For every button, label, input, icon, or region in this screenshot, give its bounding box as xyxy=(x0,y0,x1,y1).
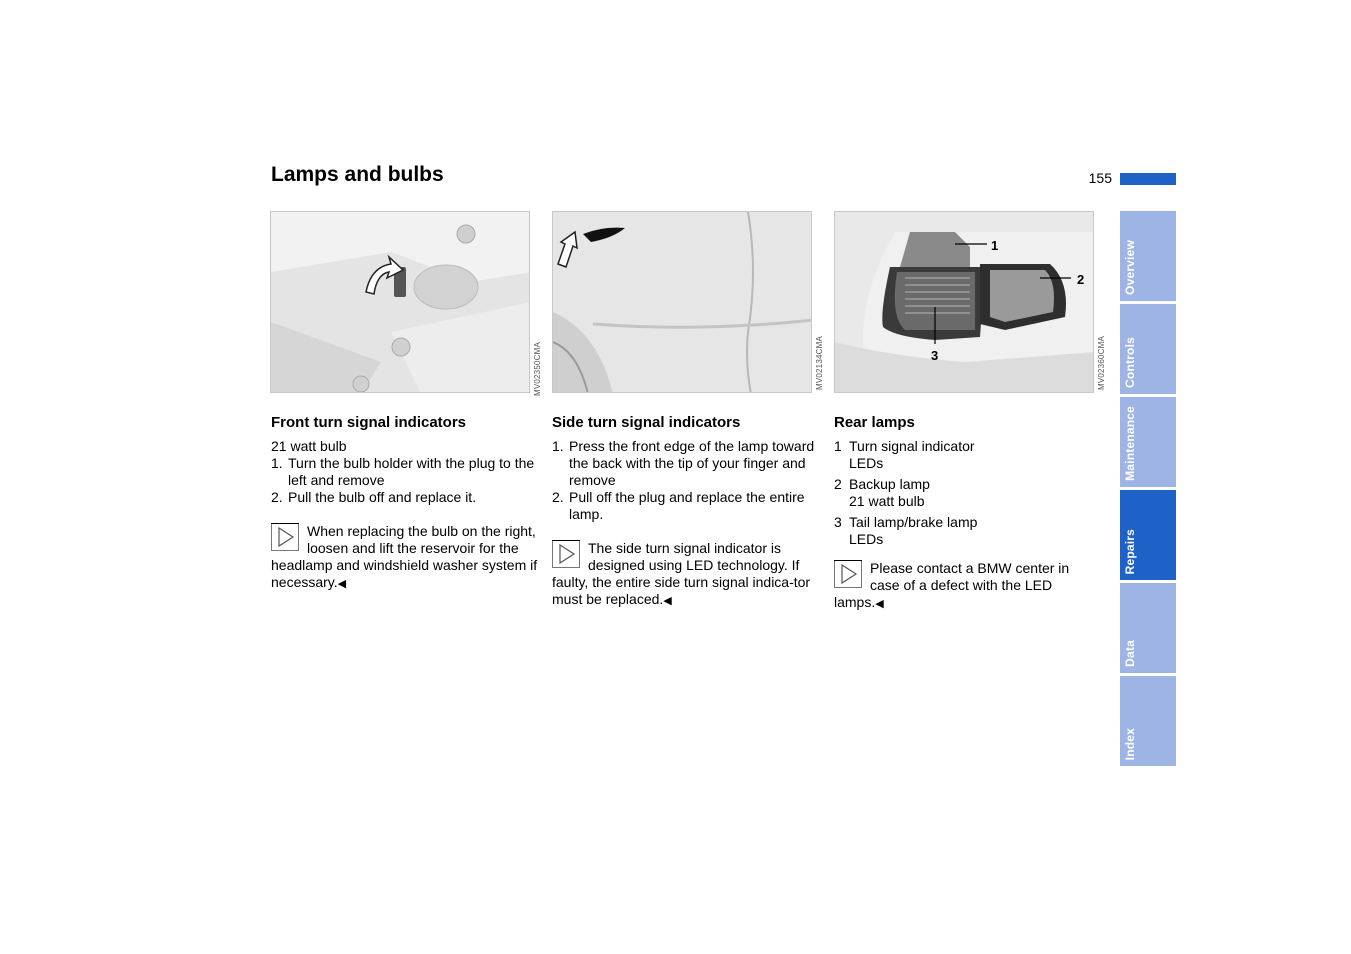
callout-3: 3 xyxy=(931,348,939,363)
list-item: 2. Pull the bulb off and replace it. xyxy=(271,489,477,505)
end-of-section-icon: ◀ xyxy=(663,595,672,607)
end-of-section-icon: ◀ xyxy=(337,578,347,590)
list-item: 1 Turn signal indicator LEDs xyxy=(834,438,975,471)
page-number-bar xyxy=(1120,173,1176,185)
tab-index[interactable]: Index xyxy=(1120,676,1176,766)
side-section xyxy=(552,413,820,610)
tab-controls[interactable]: Controls xyxy=(1120,304,1176,394)
note-triangle-icon xyxy=(552,540,580,568)
tab-repairs[interactable]: Repairs xyxy=(1120,490,1176,580)
front-section xyxy=(271,413,539,593)
front-intro: 21 watt bulb xyxy=(271,438,347,454)
front-turn-signal-illustration xyxy=(270,211,530,393)
front-note: When replacing the bulb on the right, loosen and lift the reservoir for the headlamp and windshield washer system if necessary.◀ xyxy=(271,523,538,590)
tab-data[interactable]: Data xyxy=(1120,583,1176,673)
side-heading: Side turn signal indicators xyxy=(552,414,741,431)
image-code: MV02360CMA xyxy=(1097,336,1106,391)
side-note: The side turn signal indicator is designed using LED technology. If faulty, the entire side turn signal indica-tor must be replaced.◀ xyxy=(552,540,811,607)
rear-section xyxy=(834,413,1102,613)
note-triangle-icon xyxy=(834,560,862,588)
image-code: MV02350CMA xyxy=(533,342,542,397)
image-code: MV02134CMA xyxy=(815,336,824,391)
rear-lamps-illustration xyxy=(834,211,1094,393)
rear-note: Please contact a BMW center in case of a defect with the LED lamps.◀ xyxy=(834,560,1070,610)
page-title: Lamps and bulbs xyxy=(271,163,444,186)
side-turn-signal-illustration xyxy=(552,211,812,393)
rear-heading: Rear lamps xyxy=(834,414,915,431)
list-item: 3 Tail lamp/brake lamp LEDs xyxy=(834,514,978,547)
tab-overview[interactable]: Overview xyxy=(1120,211,1176,301)
end-of-section-icon: ◀ xyxy=(875,598,884,610)
list-item: 2 Backup lamp 21 watt bulb xyxy=(834,476,930,509)
callout-2: 2 xyxy=(1077,272,1085,287)
page-number: 155 xyxy=(1088,170,1112,186)
list-item: 2. Pull off the plug and replace the entire lamp. xyxy=(552,489,805,522)
note-triangle-icon xyxy=(271,523,299,551)
callout-1: 1 xyxy=(991,238,999,253)
tab-maintenance[interactable]: Maintenance xyxy=(1120,397,1176,487)
list-item: 1. Turn the bulb holder with the plug to the left and remove xyxy=(271,455,535,488)
list-item: 1. Press the front edge of the lamp toward the back with the tip of your finger and remove xyxy=(552,438,815,488)
front-heading: Front turn signal indicators xyxy=(271,414,467,431)
